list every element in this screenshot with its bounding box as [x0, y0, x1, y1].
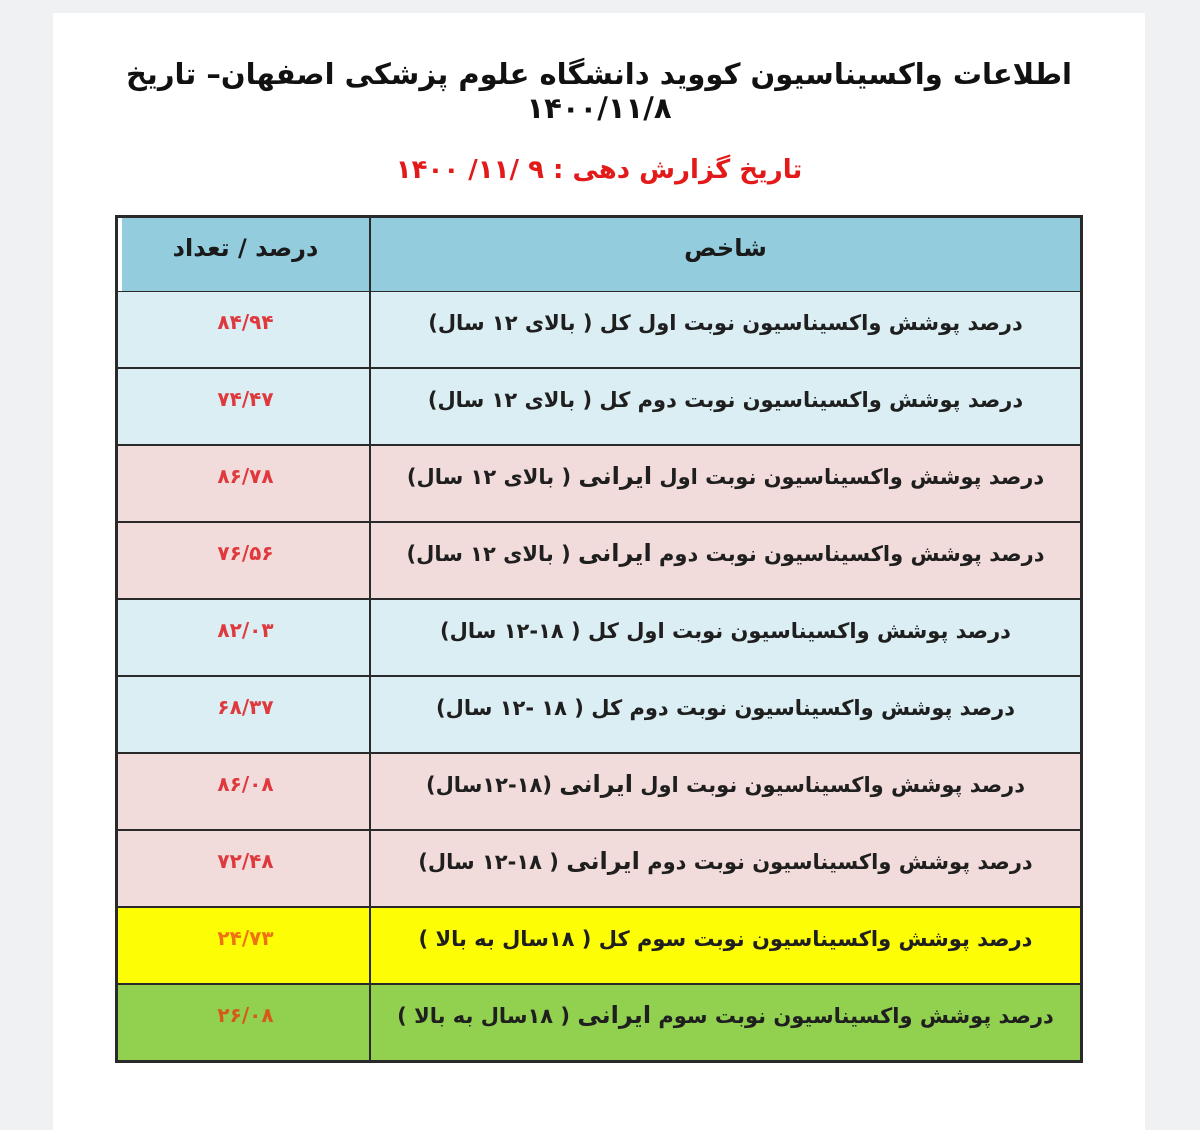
- indicator-label: [425, 770, 1026, 798]
- indicator-cell: [369, 369, 1080, 444]
- indicator-cell: [369, 600, 1080, 675]
- table-row: [118, 598, 1080, 675]
- value-cell: [122, 600, 369, 675]
- indicator-label: [436, 696, 1015, 720]
- value-text: ۷۶/۵۶: [217, 541, 274, 565]
- table-row: [118, 521, 1080, 598]
- indicator-label-text: درصد پوشش واکسیناسیون نوبت اول کل ( بالای ۱۲ سال): [428, 311, 1023, 335]
- indicator-label: [397, 1001, 1054, 1029]
- table-row: [118, 444, 1080, 521]
- value-cell: [122, 677, 369, 752]
- indicator-label-text: درصد پوشش واکسیناسیون نوبت اول: [652, 465, 1045, 489]
- indicator-label-text: درصد پوشش واکسیناسیون نوبت اول: [632, 773, 1026, 797]
- indicator-label: [406, 462, 1045, 490]
- indicator-label-text: درصد پوشش واکسیناسیون نوبت دوم کل ( ۱۸ -۱۲ سال): [436, 696, 1015, 720]
- indicator-cell: [369, 523, 1080, 598]
- indicator-label-emphasis: ایرانی: [578, 539, 652, 567]
- value-text: ۷۴/۴۷: [217, 387, 274, 411]
- table-header-row: [118, 218, 1080, 292]
- indicator-label-text: درصد پوشش واکسیناسیون نوبت دوم: [639, 850, 1033, 874]
- indicator-label-emphasis: ایرانی: [578, 462, 653, 490]
- indicator-label: [440, 619, 1011, 643]
- value-column-header: درصد / تعداد: [122, 218, 369, 291]
- value-text: ۸۶/۰۸: [217, 772, 274, 796]
- indicator-cell: [369, 446, 1080, 521]
- table-row: [118, 906, 1080, 983]
- indicator-label-suffix: ( ۱۸سال به بالا ): [397, 1004, 578, 1028]
- indicator-label-text: درصد پوشش واکسیناسیون نوبت دوم کل ( بالای ۱۲ سال): [427, 388, 1024, 412]
- value-text: ۶۸/۳۷: [217, 695, 274, 719]
- table-row: [118, 983, 1080, 1060]
- indicator-cell: [369, 292, 1080, 367]
- indicator-label-text: درصد پوشش واکسیناسیون نوبت سوم: [651, 1004, 1054, 1028]
- indicator-label: [406, 539, 1045, 567]
- indicator-cell: [369, 831, 1080, 906]
- indicator-label: [419, 927, 1033, 951]
- value-cell: [122, 369, 369, 444]
- value-text: ۸۶/۷۸: [217, 464, 274, 488]
- indicator-label-suffix: (۱۸-۱۲سال): [425, 773, 560, 797]
- indicator-label-text: درصد پوشش واکسیناسیون نوبت سوم کل ( ۱۸سال به بالا ): [418, 927, 1033, 951]
- table-row: [118, 752, 1080, 829]
- table-row: [118, 292, 1080, 367]
- value-cell: [122, 908, 369, 983]
- value-text: ۸۴/۹۴: [217, 310, 274, 334]
- indicator-label-emphasis: ایرانی: [566, 847, 640, 875]
- indicator-label-suffix: ( بالای ۱۲ سال): [406, 465, 579, 489]
- value-cell: [122, 292, 369, 367]
- indicator-cell: [369, 985, 1080, 1060]
- table-row: [118, 829, 1080, 906]
- indicator-label-text: درصد پوشش واکسیناسیون نوبت دوم: [651, 542, 1045, 566]
- indicator-cell: [369, 908, 1080, 983]
- table-row: [118, 367, 1080, 444]
- table-body: [118, 292, 1080, 1060]
- table-row: [118, 675, 1080, 752]
- value-cell: [122, 523, 369, 598]
- report-date-line: تاریخ گزارش دهی : ۹ /۱۱/ ۱۴۰۰: [395, 155, 803, 185]
- value-text: ۸۲/۰۳: [217, 618, 274, 642]
- value-cell: [122, 446, 369, 521]
- page-title: اطلاعات واکسیناسیون کووید دانشگاه علوم پزشکی اصفهان– تاریخ ۱۴۰۰/۱۱/۸: [126, 57, 1072, 125]
- indicator-label: [418, 847, 1033, 875]
- indicator-cell: [369, 677, 1080, 752]
- indicator-cell: [369, 754, 1080, 829]
- value-cell: [122, 985, 369, 1060]
- vaccination-table: [115, 215, 1083, 1063]
- value-text: ۲۶/۰۸: [217, 1003, 274, 1027]
- indicator-label-suffix: ( بالای ۱۲ سال): [406, 542, 578, 566]
- indicator-label-emphasis: ایرانی: [559, 770, 633, 798]
- value-text: ۲۴/۷۳: [217, 926, 274, 950]
- value-text: ۷۲/۴۸: [217, 849, 274, 873]
- indicator-column-header: شاخص: [369, 218, 1080, 291]
- indicator-label-text: درصد پوشش واکسیناسیون نوبت اول کل ( ۱۸-۱۲ سال): [440, 619, 1011, 643]
- indicator-label-emphasis: ایرانی: [577, 1001, 652, 1029]
- indicator-label: [428, 311, 1023, 335]
- indicator-label-suffix: ( ۱۸-۱۲ سال): [418, 850, 567, 874]
- document-page: [53, 13, 1145, 1130]
- indicator-label: [428, 388, 1023, 412]
- value-cell: [122, 831, 369, 906]
- value-cell: [122, 754, 369, 829]
